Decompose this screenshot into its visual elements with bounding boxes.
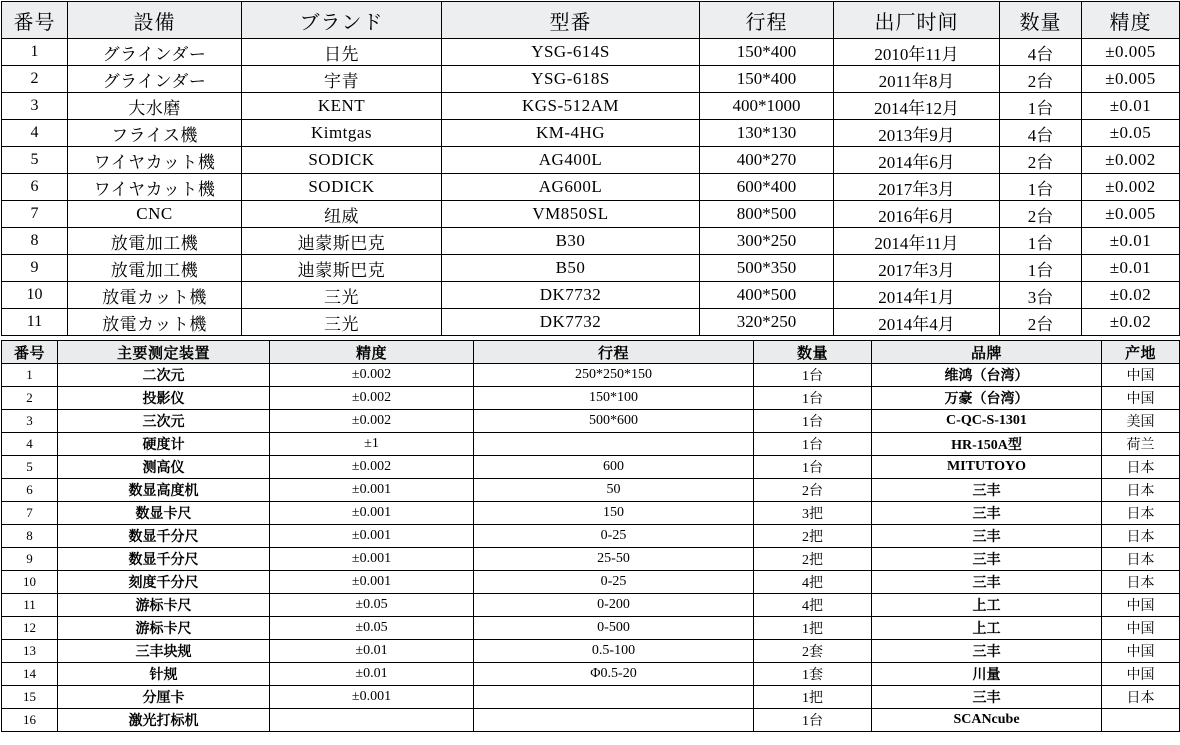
table-row [2, 309, 1180, 336]
cell-device-name: 投影仪 [58, 387, 270, 410]
cell-brand: 三丰 [872, 640, 1102, 663]
column-header-device: 主要测定装置 [58, 341, 270, 364]
table-row [2, 525, 1180, 548]
cell-quantity: 2台 [1000, 147, 1082, 174]
table-row [2, 93, 1180, 120]
cell-stroke: 50 [474, 479, 754, 502]
cell-date: 2013年9月 [834, 120, 1000, 147]
cell-device-name: 二次元 [58, 364, 270, 387]
cell-accuracy: ±0.05 [1082, 120, 1180, 147]
cell-brand: 万豪（台湾） [872, 387, 1102, 410]
cell-model: KM-4HG [442, 120, 700, 147]
cell-date: 2017年3月 [834, 174, 1000, 201]
cell-stroke: 600*400 [700, 174, 834, 201]
cell-brand: C-QC-S-1301 [872, 410, 1102, 433]
table-row [2, 255, 1180, 282]
cell-equipment-name: 放電加工機 [68, 228, 242, 255]
table-row [2, 663, 1180, 686]
cell-no: 15 [2, 686, 58, 709]
cell-device-name: 数显高度机 [58, 479, 270, 502]
table-row [2, 594, 1180, 617]
cell-stroke: 0.5-100 [474, 640, 754, 663]
cell-accuracy: ±0.001 [270, 525, 474, 548]
table-row [2, 479, 1180, 502]
cell-brand: HR-150A型 [872, 433, 1102, 456]
cell-date: 2014年1月 [834, 282, 1000, 309]
cell-stroke: 150*100 [474, 387, 754, 410]
table-row [2, 548, 1180, 571]
cell-origin: 中国 [1102, 594, 1180, 617]
table-row [2, 686, 1180, 709]
cell-no: 12 [2, 617, 58, 640]
cell-date: 2010年11月 [834, 39, 1000, 66]
cell-model: YSG-618S [442, 66, 700, 93]
cell-equipment-name: ワイヤカット機 [68, 174, 242, 201]
cell-stroke [474, 433, 754, 456]
cell-origin: 日本 [1102, 548, 1180, 571]
cell-stroke: 400*270 [700, 147, 834, 174]
cell-quantity: 1台 [754, 387, 872, 410]
column-header-brand: 品牌 [872, 341, 1102, 364]
column-header-origin: 产地 [1102, 341, 1180, 364]
cell-device-name: 游标卡尺 [58, 594, 270, 617]
cell-quantity: 1台 [1000, 255, 1082, 282]
cell-origin: 中国 [1102, 387, 1180, 410]
cell-model: DK7732 [442, 282, 700, 309]
cell-stroke: 800*500 [700, 201, 834, 228]
table-row [2, 201, 1180, 228]
cell-stroke: 600 [474, 456, 754, 479]
cell-equipment-name: グラインダー [68, 66, 242, 93]
cell-no: 11 [2, 309, 68, 336]
cell-accuracy: ±0.01 [270, 640, 474, 663]
column-header-stroke: 行程 [474, 341, 754, 364]
column-header-qty: 数量 [1000, 2, 1082, 39]
cell-no: 1 [2, 364, 58, 387]
cell-device-name: 测高仪 [58, 456, 270, 479]
cell-no: 9 [2, 548, 58, 571]
column-header-no: 番号 [2, 2, 68, 39]
cell-quantity: 3把 [754, 502, 872, 525]
cell-stroke: 500*350 [700, 255, 834, 282]
cell-no: 7 [2, 502, 58, 525]
cell-quantity: 1台 [754, 410, 872, 433]
cell-model: B50 [442, 255, 700, 282]
cell-origin: 日本 [1102, 571, 1180, 594]
cell-quantity: 4把 [754, 594, 872, 617]
cell-quantity: 1台 [754, 709, 872, 732]
cell-stroke: 250*250*150 [474, 364, 754, 387]
cell-quantity: 2套 [754, 640, 872, 663]
cell-brand: 迪蒙斯巴克 [242, 255, 442, 282]
cell-origin: 荷兰 [1102, 433, 1180, 456]
table-row [2, 39, 1180, 66]
cell-accuracy: ±0.001 [270, 479, 474, 502]
cell-stroke: 400*500 [700, 282, 834, 309]
cell-accuracy: ±0.002 [270, 456, 474, 479]
cell-no: 6 [2, 174, 68, 201]
cell-device-name: 针规 [58, 663, 270, 686]
cell-date: 2014年11月 [834, 228, 1000, 255]
cell-origin [1102, 709, 1180, 732]
cell-stroke: 320*250 [700, 309, 834, 336]
cell-date: 2011年8月 [834, 66, 1000, 93]
cell-origin: 日本 [1102, 456, 1180, 479]
cell-brand: 日先 [242, 39, 442, 66]
cell-equipment-name: CNC [68, 201, 242, 228]
cell-quantity: 1台 [754, 456, 872, 479]
cell-no: 13 [2, 640, 58, 663]
cell-quantity: 4台 [1000, 39, 1082, 66]
cell-stroke [474, 709, 754, 732]
cell-model: AG600L [442, 174, 700, 201]
cell-brand: 上工 [872, 594, 1102, 617]
cell-stroke: Φ0.5-20 [474, 663, 754, 686]
cell-device-name: 刻度千分尺 [58, 571, 270, 594]
cell-brand: 三丰 [872, 686, 1102, 709]
cell-accuracy: ±0.01 [270, 663, 474, 686]
cell-stroke [474, 686, 754, 709]
cell-quantity: 1套 [754, 663, 872, 686]
cell-stroke: 130*130 [700, 120, 834, 147]
cell-brand: 川量 [872, 663, 1102, 686]
cell-device-name: 数显卡尺 [58, 502, 270, 525]
cell-brand: 维鸿（台湾） [872, 364, 1102, 387]
cell-no: 7 [2, 201, 68, 228]
cell-accuracy [270, 709, 474, 732]
cell-brand: 三丰 [872, 548, 1102, 571]
cell-accuracy: ±0.001 [270, 686, 474, 709]
column-header-date: 出厂时间 [834, 2, 1000, 39]
cell-quantity: 2把 [754, 525, 872, 548]
cell-accuracy: ±0.05 [270, 617, 474, 640]
cell-accuracy: ±0.002 [1082, 147, 1180, 174]
cell-origin: 日本 [1102, 479, 1180, 502]
cell-brand: 三丰 [872, 571, 1102, 594]
column-header-accuracy: 精度 [1082, 2, 1180, 39]
cell-device-name: 三次元 [58, 410, 270, 433]
cell-accuracy: ±0.01 [1082, 255, 1180, 282]
cell-brand: KENT [242, 93, 442, 120]
cell-no: 3 [2, 93, 68, 120]
cell-brand: SODICK [242, 147, 442, 174]
cell-origin: 中国 [1102, 640, 1180, 663]
cell-no: 1 [2, 39, 68, 66]
cell-quantity: 1台 [1000, 228, 1082, 255]
column-header-model: 型番 [442, 2, 700, 39]
cell-device-name: 激光打标机 [58, 709, 270, 732]
cell-date: 2017年3月 [834, 255, 1000, 282]
cell-stroke: 0-25 [474, 525, 754, 548]
cell-brand: SODICK [242, 174, 442, 201]
cell-equipment-name: グラインダー [68, 39, 242, 66]
cell-origin: 日本 [1102, 525, 1180, 548]
cell-accuracy: ±0.005 [1082, 39, 1180, 66]
cell-brand: MITUTOYO [872, 456, 1102, 479]
table-row [2, 433, 1180, 456]
table-row [2, 456, 1180, 479]
cell-equipment-name: 放電カット機 [68, 309, 242, 336]
cell-accuracy: ±0.001 [270, 548, 474, 571]
cell-device-name: 数显千分尺 [58, 525, 270, 548]
cell-brand: 三丰 [872, 525, 1102, 548]
cell-no: 9 [2, 255, 68, 282]
cell-no: 4 [2, 433, 58, 456]
table-row [2, 364, 1180, 387]
table-row [2, 709, 1180, 732]
cell-quantity: 1台 [1000, 93, 1082, 120]
cell-origin: 日本 [1102, 502, 1180, 525]
cell-equipment-name: 放電加工機 [68, 255, 242, 282]
cell-accuracy: ±0.002 [1082, 174, 1180, 201]
cell-date: 2016年6月 [834, 201, 1000, 228]
cell-quantity: 2台 [1000, 309, 1082, 336]
cell-device-name: 硬度计 [58, 433, 270, 456]
cell-brand: Kimtgas [242, 120, 442, 147]
table-header-row [2, 2, 1180, 39]
cell-model: KGS-512AM [442, 93, 700, 120]
cell-no: 14 [2, 663, 58, 686]
table-row [2, 617, 1180, 640]
cell-stroke: 500*600 [474, 410, 754, 433]
cell-date: 2014年6月 [834, 147, 1000, 174]
cell-quantity: 3台 [1000, 282, 1082, 309]
cell-brand: 上工 [872, 617, 1102, 640]
cell-accuracy: ±0.005 [1082, 66, 1180, 93]
cell-origin: 中国 [1102, 617, 1180, 640]
cell-no: 4 [2, 120, 68, 147]
cell-stroke: 0-200 [474, 594, 754, 617]
cell-no: 11 [2, 594, 58, 617]
cell-model: B30 [442, 228, 700, 255]
cell-no: 3 [2, 410, 58, 433]
cell-stroke: 150 [474, 502, 754, 525]
cell-model: AG400L [442, 147, 700, 174]
table-row [2, 174, 1180, 201]
cell-quantity: 1把 [754, 686, 872, 709]
table-row [2, 282, 1180, 309]
cell-quantity: 1台 [1000, 174, 1082, 201]
cell-brand: 三光 [242, 309, 442, 336]
equipment-table [1, 1, 1180, 336]
column-header-accuracy: 精度 [270, 341, 474, 364]
cell-stroke: 0-500 [474, 617, 754, 640]
cell-origin: 美国 [1102, 410, 1180, 433]
cell-accuracy: ±0.002 [270, 410, 474, 433]
cell-stroke: 150*400 [700, 39, 834, 66]
cell-date: 2014年12月 [834, 93, 1000, 120]
cell-no: 5 [2, 147, 68, 174]
cell-device-name: 分厘卡 [58, 686, 270, 709]
cell-accuracy: ±0.02 [1082, 282, 1180, 309]
cell-origin: 日本 [1102, 686, 1180, 709]
cell-quantity: 1台 [754, 433, 872, 456]
column-header-equipment: 設備 [68, 2, 242, 39]
cell-quantity: 2把 [754, 548, 872, 571]
cell-origin: 中国 [1102, 663, 1180, 686]
table-row [2, 502, 1180, 525]
cell-quantity: 2台 [1000, 66, 1082, 93]
cell-accuracy: ±1 [270, 433, 474, 456]
cell-no: 2 [2, 66, 68, 93]
cell-accuracy: ±0.001 [270, 571, 474, 594]
table-row [2, 147, 1180, 174]
cell-quantity: 4把 [754, 571, 872, 594]
cell-no: 8 [2, 525, 58, 548]
cell-stroke: 150*400 [700, 66, 834, 93]
cell-brand: 迪蒙斯巴克 [242, 228, 442, 255]
cell-accuracy: ±0.01 [1082, 93, 1180, 120]
cell-stroke: 25-50 [474, 548, 754, 571]
column-header-brand: ブランド [242, 2, 442, 39]
column-header-no: 番号 [2, 341, 58, 364]
table-row [2, 66, 1180, 93]
column-header-qty: 数量 [754, 341, 872, 364]
column-header-stroke: 行程 [700, 2, 834, 39]
table-row [2, 410, 1180, 433]
cell-model: DK7732 [442, 309, 700, 336]
table-row [2, 228, 1180, 255]
cell-brand: 三光 [242, 282, 442, 309]
cell-stroke: 400*1000 [700, 93, 834, 120]
cell-accuracy: ±0.01 [1082, 228, 1180, 255]
cell-stroke: 300*250 [700, 228, 834, 255]
cell-accuracy: ±0.05 [270, 594, 474, 617]
cell-model: YSG-614S [442, 39, 700, 66]
cell-accuracy: ±0.002 [270, 364, 474, 387]
cell-device-name: 三丰块规 [58, 640, 270, 663]
cell-device-name: 游标卡尺 [58, 617, 270, 640]
document-page [0, 1, 1180, 745]
cell-no: 5 [2, 456, 58, 479]
cell-date: 2014年4月 [834, 309, 1000, 336]
cell-brand: 宇青 [242, 66, 442, 93]
cell-stroke: 0-25 [474, 571, 754, 594]
cell-no: 2 [2, 387, 58, 410]
cell-accuracy: ±0.005 [1082, 201, 1180, 228]
cell-no: 10 [2, 571, 58, 594]
cell-origin: 中国 [1102, 364, 1180, 387]
cell-accuracy: ±0.002 [270, 387, 474, 410]
cell-brand: SCANcube [872, 709, 1102, 732]
cell-brand: 纽威 [242, 201, 442, 228]
cell-quantity: 2台 [754, 479, 872, 502]
table-row [2, 640, 1180, 663]
table-row [2, 571, 1180, 594]
cell-model: VM850SL [442, 201, 700, 228]
cell-no: 16 [2, 709, 58, 732]
table-header-row [2, 341, 1180, 364]
cell-no: 6 [2, 479, 58, 502]
cell-device-name: 数显千分尺 [58, 548, 270, 571]
cell-accuracy: ±0.02 [1082, 309, 1180, 336]
cell-equipment-name: 大水磨 [68, 93, 242, 120]
cell-quantity: 4台 [1000, 120, 1082, 147]
cell-no: 10 [2, 282, 68, 309]
cell-quantity: 1把 [754, 617, 872, 640]
cell-equipment-name: 放電カット機 [68, 282, 242, 309]
cell-quantity: 2台 [1000, 201, 1082, 228]
cell-equipment-name: フライス機 [68, 120, 242, 147]
table-row [2, 387, 1180, 410]
cell-equipment-name: ワイヤカット機 [68, 147, 242, 174]
cell-no: 8 [2, 228, 68, 255]
cell-quantity: 1台 [754, 364, 872, 387]
measuring-device-table [1, 340, 1180, 732]
cell-brand: 三丰 [872, 479, 1102, 502]
cell-accuracy: ±0.001 [270, 502, 474, 525]
cell-brand: 三丰 [872, 502, 1102, 525]
table-row [2, 120, 1180, 147]
